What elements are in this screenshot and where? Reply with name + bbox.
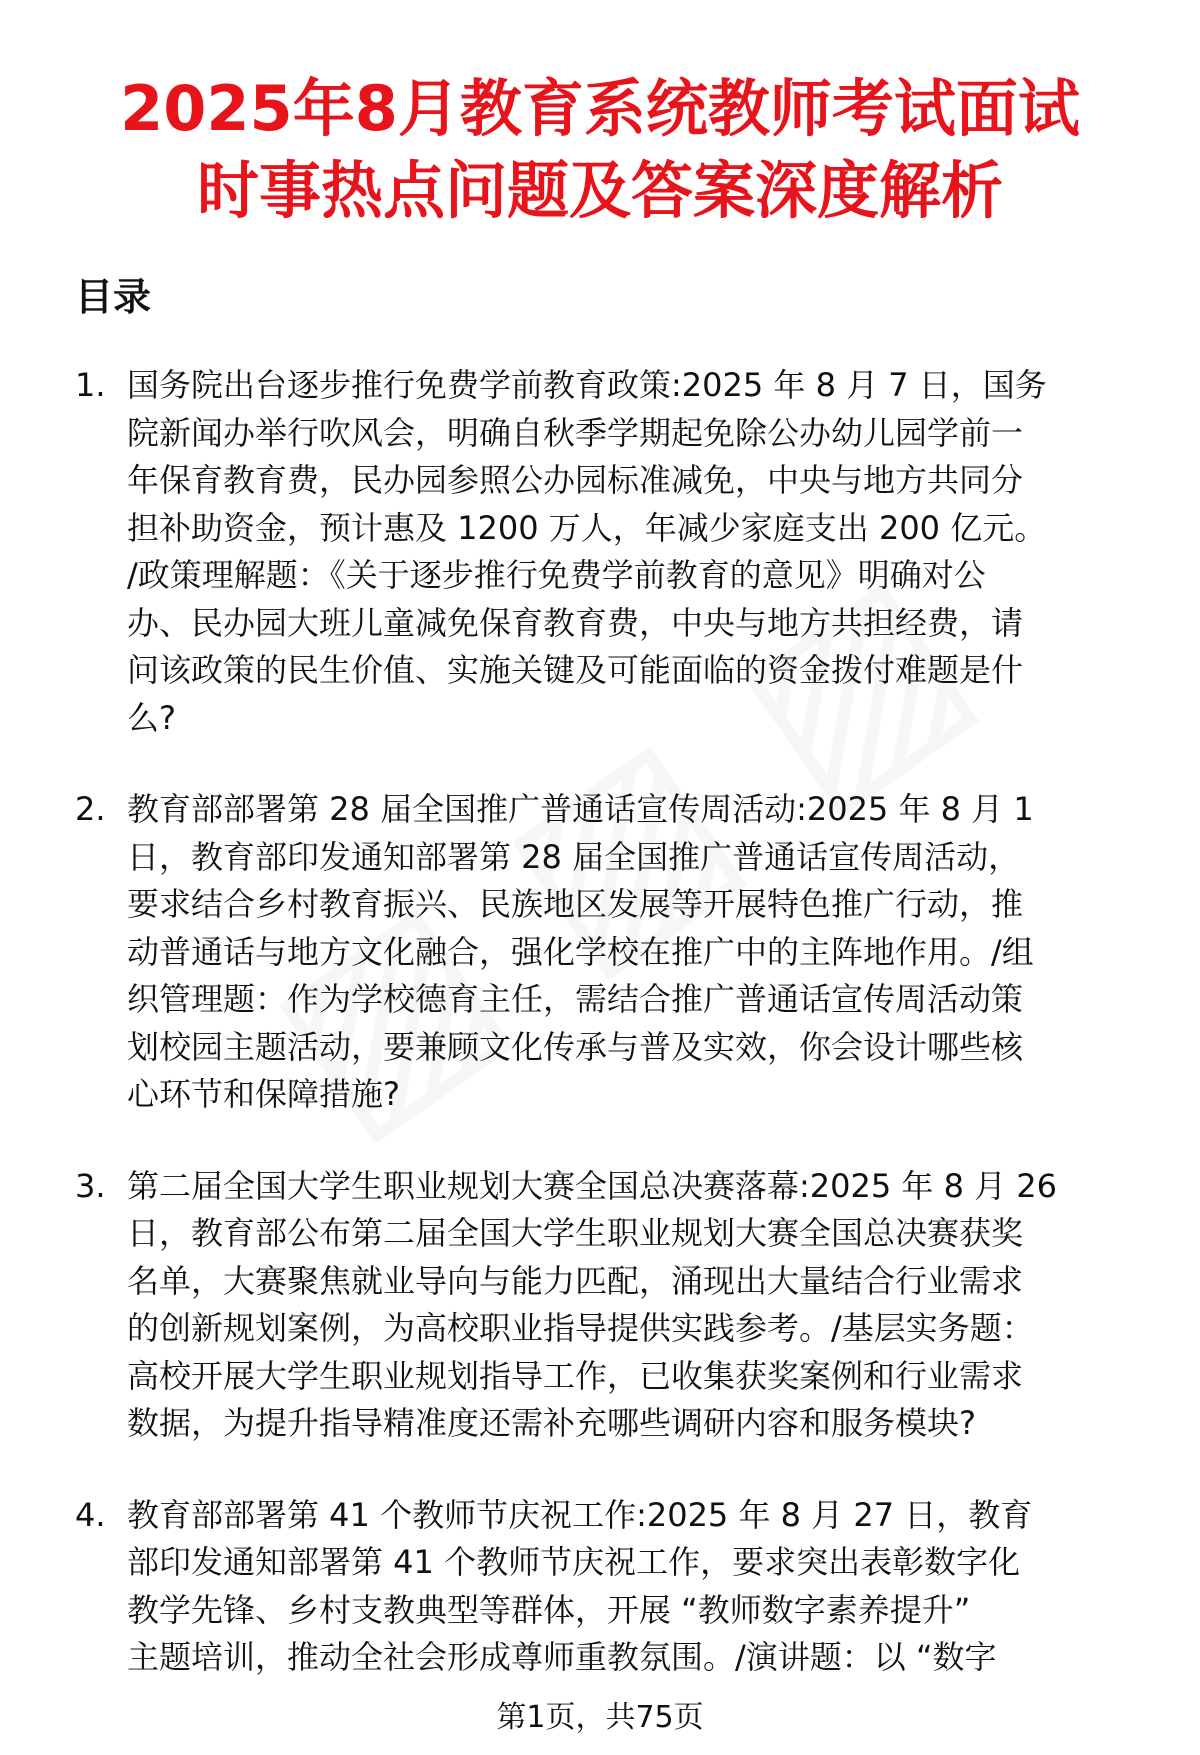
list-item-line: 日，教育部公布第二届全国大学生职业规划大赛全国总决赛获奖	[127, 1214, 1024, 1252]
list-item-text	[127, 1163, 1165, 1448]
list-item-line: 办、民办园大班儿童减免保育教育费，中央与地方共担经费，请	[127, 603, 1024, 642]
page-footer: 第1页，共75页	[496, 1700, 704, 1735]
list-item-number: 4.	[75, 1495, 106, 1534]
list-item-line: 划校园主题活动，要兼顾文化传承与普及实效，你会设计哪些核	[127, 1027, 1024, 1066]
list-item	[75, 362, 1165, 742]
list-item-line: 名单，大赛聚焦就业导向与能力匹配，涌现出大量结合行业需求	[127, 1261, 1024, 1300]
list-item-line: 教育部部署第 28 届全国推广普通话宣传周活动:2025 年 8 月 1	[127, 790, 1034, 828]
list-item-line: 问该政策的民生价值、实施关键及可能面临的资金拨付难题是什	[127, 651, 1024, 689]
list-item-number: 1.	[75, 366, 106, 404]
toc-list	[75, 362, 1165, 1726]
list-item	[75, 1163, 1165, 1448]
list-item-line: 年保育教育费，民办园参照公办园标准减免，中央与地方共同分	[127, 461, 1024, 499]
list-item-line: 教育部部署第 41 个教师节庆祝工作:2025 年 8 月 27 日，教育	[127, 1495, 1033, 1534]
list-item-line: 心环节和保障措施?	[127, 1075, 400, 1113]
list-item-line: 院新闻办举行吹风会，明确自秋季学期起免除公办幼儿园学前一	[127, 413, 1024, 452]
title-line-2: 时事热点问题及答案深度解析	[196, 154, 1003, 227]
toc-heading: 目录	[75, 275, 152, 319]
list-item-line: /政策理解题：《关于逐步推行免费学前教育的意见》明确对公	[127, 556, 986, 594]
list-item-line: 织管理题：作为学校德育主任，需结合推广普通话宣传周活动策	[127, 980, 1024, 1018]
list-item-number: 3.	[75, 1166, 106, 1205]
list-item-text	[127, 362, 1165, 742]
page-title	[0, 68, 1200, 232]
list-item-line: 动普通话与地方文化融合，强化学校在推广中的主阵地作用。/组	[127, 932, 1034, 971]
list-item-text	[127, 786, 1165, 1119]
list-item-line: 担补助资金，预计惠及 1200 万人，年减少家庭支出 200 亿元。	[127, 508, 1047, 547]
list-item	[75, 786, 1165, 1119]
list-item-line: 的创新规划案例，为高校职业指导提供实践参考。/基层实务题：	[127, 1309, 1034, 1347]
list-item-line: 部印发通知部署第 41 个教师节庆祝工作，要求突出表彰数字化	[127, 1543, 1021, 1581]
list-item-line: 教学先锋、乡村支教典型等群体，开展 “教师数字素养提升”	[127, 1590, 971, 1629]
list-item-line: 高校开展大学生职业规划指导工作，已收集获奖案例和行业需求	[127, 1356, 1024, 1395]
list-item-line: 主题培训，推动全社会形成尊师重教氛围。/演讲题：以 “数字	[127, 1638, 997, 1676]
list-item	[75, 1492, 1165, 1682]
list-item-line: 日，教育部印发通知部署第 28 届全国推广普通话宣传周活动，	[127, 837, 1021, 876]
title-line-1: 2025年8月教育系统教师考试面试	[120, 72, 1080, 145]
list-item-line: 要求结合乡村教育振兴、民族地区发展等开展特色推广行动，推	[127, 885, 1024, 923]
list-item-line: 第二届全国大学生职业规划大赛全国总决赛落幕:2025 年 8 月 26	[127, 1166, 1057, 1205]
list-item-line: 么?	[127, 698, 176, 737]
list-item-line: 数据，为提升指导精准度还需补充哪些调研内容和服务模块?	[127, 1404, 976, 1442]
list-item-text	[127, 1492, 1165, 1682]
list-item-number: 2.	[75, 790, 106, 828]
list-item-line: 国务院出台逐步推行免费学前教育政策:2025 年 8 月 7 日，国务	[127, 366, 1047, 404]
